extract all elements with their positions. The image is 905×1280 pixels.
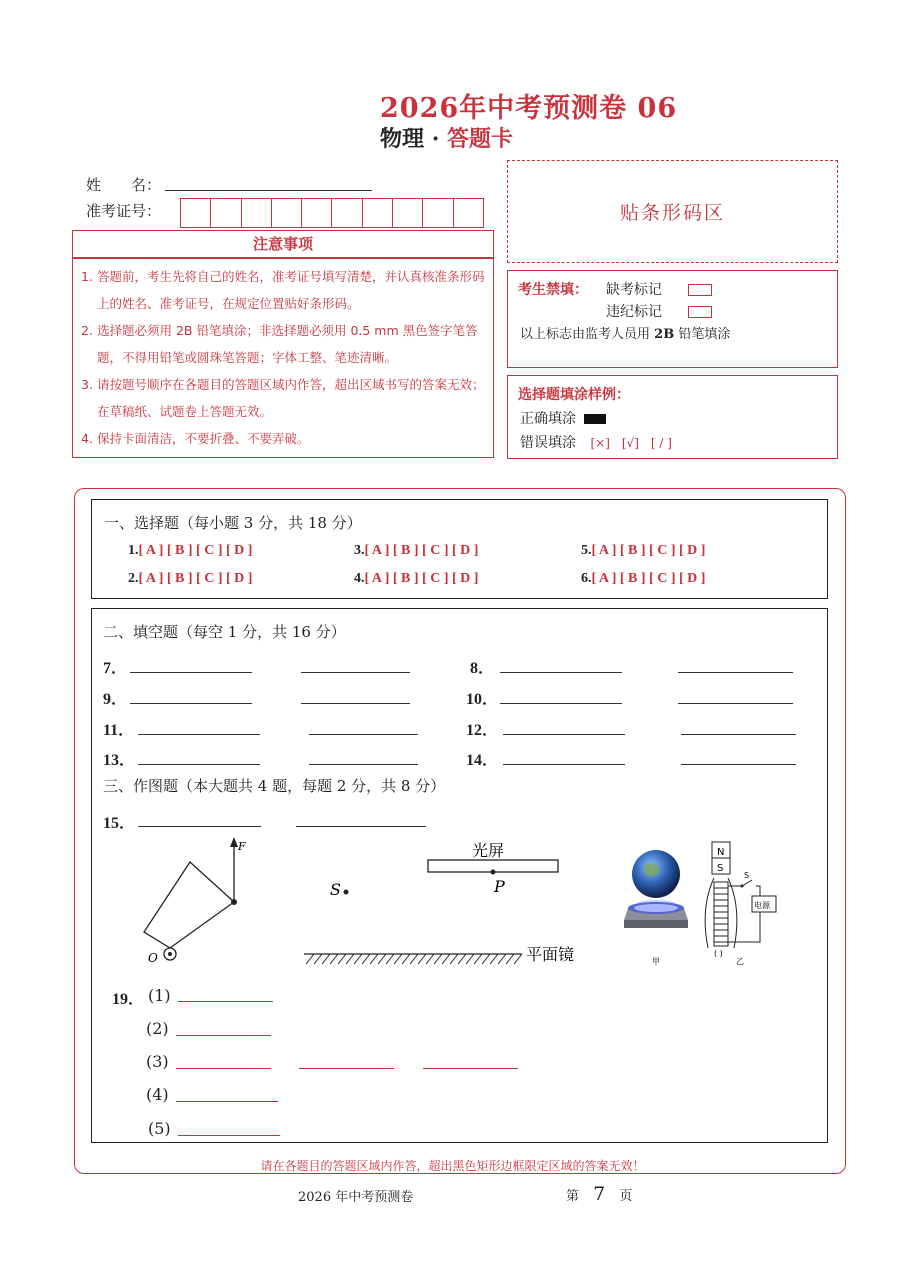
magnet-n-label: N bbox=[717, 847, 725, 858]
mirror-label: 平面镜 bbox=[526, 945, 575, 964]
fig-jia-label: 甲 bbox=[652, 957, 660, 966]
choice-q5[interactable]: 5.[ A ] [ B ] [ C ] [ D ] bbox=[581, 543, 706, 558]
maglev-figure bbox=[620, 838, 785, 968]
page-number: 7 bbox=[593, 1183, 606, 1205]
examiner-marks-box bbox=[507, 270, 838, 368]
screen-label: 光屏 bbox=[472, 841, 505, 860]
answer-area-warning: 请在各题目的答题区域内作答，超出黑色矩形边框限定区域的答案无效！ bbox=[260, 1159, 645, 1173]
q19-part2: (2) bbox=[146, 1019, 169, 1038]
blank-10a[interactable] bbox=[500, 703, 622, 704]
blank-11b[interactable] bbox=[309, 734, 418, 735]
violation-mark-box[interactable] bbox=[688, 306, 712, 318]
fig-yi-label: 乙 bbox=[736, 957, 744, 966]
section-choice-title: 一、选择题（每小题 3 分，共 18 分） bbox=[104, 514, 362, 532]
fill-q12: 12． bbox=[466, 722, 499, 739]
q19-part4: (4) bbox=[146, 1085, 169, 1104]
blank-14a[interactable] bbox=[503, 764, 625, 765]
blank-8b[interactable] bbox=[678, 672, 793, 673]
fill-example-title: 选择题填涂样例： bbox=[518, 387, 630, 403]
blank-7b[interactable] bbox=[301, 672, 410, 673]
page-subtitle bbox=[380, 122, 513, 153]
wrong-fill-marks: [×] [√] [ / ] bbox=[590, 436, 672, 450]
fill-q11: 11． bbox=[103, 722, 135, 739]
fill-q13: 13． bbox=[103, 752, 136, 769]
fill-example-box bbox=[507, 375, 838, 459]
switch-label: S bbox=[744, 871, 750, 880]
blank-19-3b[interactable] bbox=[299, 1068, 394, 1069]
blank-15b[interactable] bbox=[296, 826, 426, 827]
q19-part3: (3) bbox=[146, 1052, 169, 1071]
section-choice bbox=[91, 499, 828, 599]
point-p-label: P bbox=[494, 877, 505, 896]
choice-q4[interactable]: 4.[ A ] [ B ] [ C ] [ D ] bbox=[354, 571, 479, 586]
fill-q7: 7． bbox=[103, 660, 128, 677]
blank-19-2[interactable] bbox=[176, 1035, 271, 1036]
notice-item: 1. 答题前，考生先将自己的姓名，准考证号填写清楚，并认真核准条形码上的姓名、准考证号，在规定位置贴好条形码。 bbox=[81, 269, 485, 311]
blank-11a[interactable] bbox=[138, 734, 260, 735]
blank-9b[interactable] bbox=[301, 703, 410, 704]
q15-label: 15． bbox=[103, 815, 136, 832]
notice-item: 2. 选择题必须用 2B 铅笔填涂；非选择题必须用 0.5 mm 黑色签字笔答题，不得用铅笔或圆珠笔答题；字体工整、笔迹清晰。 bbox=[81, 323, 478, 365]
violation-mark-row: 违纪标记 bbox=[606, 301, 712, 321]
blank-19-1[interactable] bbox=[178, 1001, 273, 1002]
lever-figure bbox=[130, 832, 260, 968]
subject-label: 物理 bbox=[380, 126, 425, 152]
blank-12a[interactable] bbox=[503, 734, 625, 735]
blank-9a[interactable] bbox=[130, 703, 252, 704]
blank-13b[interactable] bbox=[309, 764, 418, 765]
q19-part1: (1) bbox=[148, 986, 171, 1005]
page-title: 2026年中考预测卷 06 bbox=[380, 93, 678, 124]
correct-fill-row: 正确填涂 bbox=[520, 408, 606, 428]
footer-page: 第 7 页 bbox=[566, 1183, 633, 1205]
blank-19-3a[interactable] bbox=[176, 1068, 271, 1069]
blank-10b[interactable] bbox=[678, 703, 793, 704]
barcode-area bbox=[507, 160, 838, 263]
point-s-label: S bbox=[330, 880, 341, 899]
notice-heading: 注意事项 bbox=[72, 230, 494, 258]
fill-q9: 9． bbox=[103, 691, 128, 708]
choice-q1[interactable]: 1.[ A ] [ B ] [ C ] [ D ] bbox=[128, 543, 253, 558]
card-label: 答题卡 bbox=[447, 126, 514, 152]
blank-12b[interactable] bbox=[681, 734, 796, 735]
fill-q8: 8． bbox=[470, 660, 495, 677]
choice-q3[interactable]: 3.[ A ] [ B ] [ C ] [ D ] bbox=[354, 543, 479, 558]
barcode-label: 贴条形码区 bbox=[619, 202, 725, 224]
section-drawing-title: 三、作图题（本大题共 4 题，每题 2 分，共 8 分） bbox=[103, 777, 446, 795]
blank-19-4[interactable] bbox=[176, 1101, 278, 1102]
mirror-figure bbox=[300, 832, 600, 972]
magnet-s-label: S bbox=[717, 863, 724, 874]
filled-mark-icon bbox=[584, 414, 606, 424]
footer-exam-name: 2026 年中考预测卷 bbox=[298, 1190, 414, 1205]
blank-15a[interactable] bbox=[138, 826, 261, 827]
pole-paren: ( ) bbox=[714, 949, 723, 958]
name-label: 姓 名： bbox=[86, 176, 162, 194]
notice-body bbox=[72, 258, 494, 458]
id-number-boxes[interactable] bbox=[180, 198, 484, 228]
section-fill-title: 二、填空题（每空 1 分，共 16 分） bbox=[103, 623, 346, 641]
choice-q6[interactable]: 6.[ A ] [ B ] [ C ] [ D ] bbox=[581, 571, 706, 586]
power-label: 电源 bbox=[754, 901, 770, 910]
blank-8a[interactable] bbox=[500, 672, 622, 673]
q19-part5: (5) bbox=[148, 1119, 171, 1138]
name-field[interactable] bbox=[165, 190, 372, 191]
wrong-fill-row: 错误填涂 [×] [√] [ / ] bbox=[520, 435, 672, 451]
forbidden-label: 考生禁填： bbox=[518, 282, 588, 298]
forbidden-note: 以上标志由监考人员用 2B 铅笔填涂 bbox=[520, 327, 731, 342]
force-label: F bbox=[238, 840, 246, 853]
subtitle-dot: · bbox=[431, 126, 440, 152]
blank-7a[interactable] bbox=[130, 672, 252, 673]
id-label: 准考证号： bbox=[86, 202, 162, 220]
fill-q14: 14． bbox=[466, 752, 499, 769]
absent-mark-row: 缺考标记 bbox=[606, 279, 712, 299]
q19-label: 19． bbox=[112, 991, 145, 1008]
fill-q10: 10． bbox=[466, 691, 499, 708]
blank-19-5[interactable] bbox=[178, 1135, 280, 1136]
blank-13a[interactable] bbox=[138, 764, 260, 765]
notice-item: 4. 保持卡面清洁，不要折叠、不要弄破。 bbox=[81, 431, 310, 446]
notice-item: 3. 请按题号顺序在各题目的答题区域内作答，超出区域书写的答案无效；在草稿纸、试题卷上答题无效。 bbox=[81, 377, 485, 419]
choice-q2[interactable]: 2.[ A ] [ B ] [ C ] [ D ] bbox=[128, 571, 253, 586]
blank-19-3c[interactable] bbox=[423, 1068, 518, 1069]
pivot-label: O bbox=[148, 951, 158, 965]
absent-mark-box[interactable] bbox=[688, 284, 712, 296]
blank-14b[interactable] bbox=[681, 764, 796, 765]
